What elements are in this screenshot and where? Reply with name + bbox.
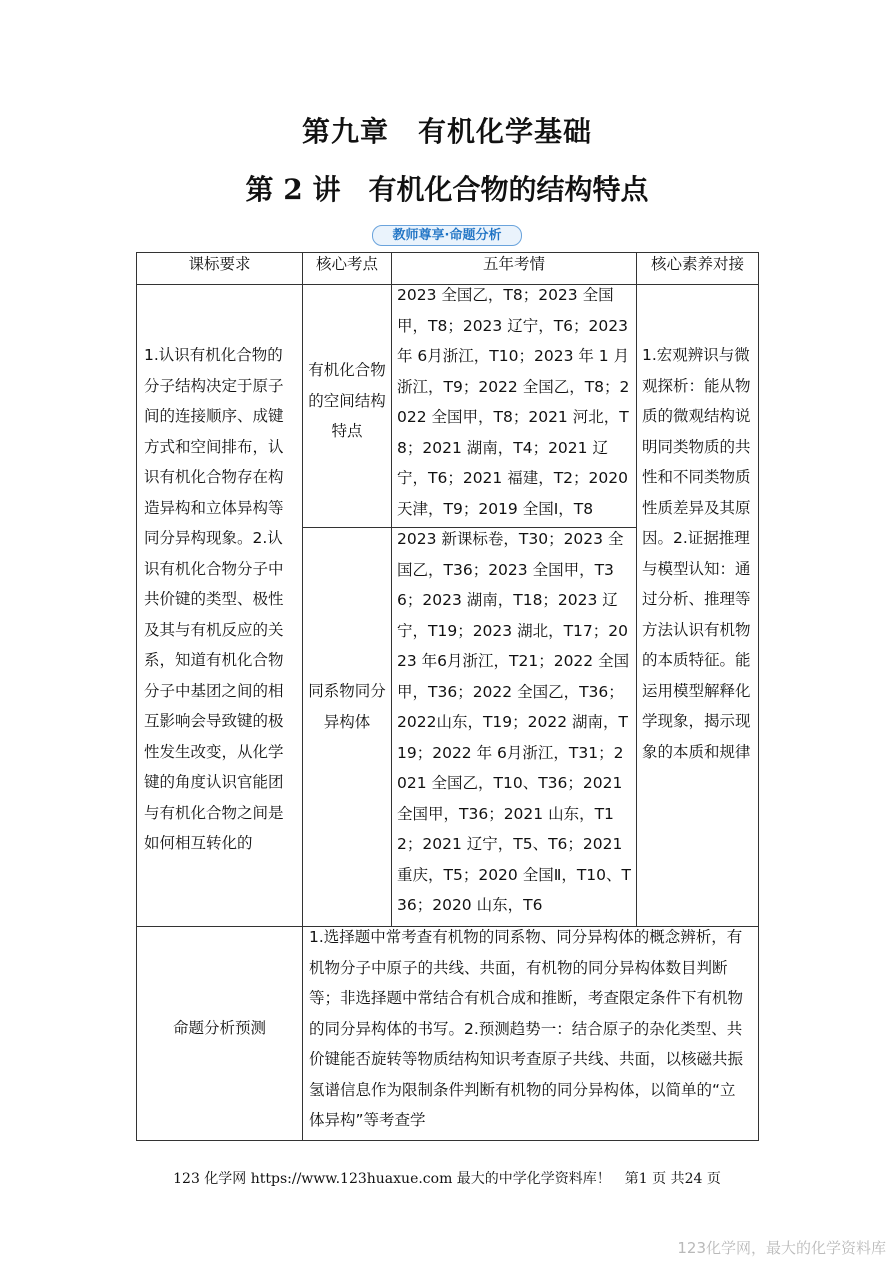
watermark-text: 123化学网，最大的化学资料库	[677, 1239, 886, 1257]
header-five-year-exams: 五年考情	[482, 255, 545, 273]
lesson-title: 第 2 讲 有机化合物的结构特点	[245, 173, 649, 206]
forecast-text: 1.选择题中常考查有机物的同系物、同分异构体的概念辨析，有机物分子中原子的共线、共面，有机物的同分异构体数目判断等；非选择题中常结合有机合成和推断，考查限定条件下有机物的同分异构体的书写。2.预测趋势一：结合原子的杂化类型、共价键能否旋转等物质结构知识考查原子共线、共面，以核磁共振氢谱信息作为限制条件判断有机物的同分异构体，以简单的“立体异构”等考查学	[309, 928, 744, 1129]
header-core-topic: 核心考点	[315, 255, 378, 273]
teacher-tag-badge: 教师尊享·命题分析	[372, 225, 522, 246]
page-footer: 123 化学网 https://www.123huaxue.com 最大的中学化学资料库！ 第1 页 共24 页	[173, 1171, 721, 1187]
exam-records-spatial-structure: 2023 全国乙，T8；2023 全国甲，T8；2023 辽宁，T6；2023 年 6月浙江，T10；2023 年 1 月浙江，T9；2022 全国乙，T8；2022 全国甲，T8；2021 河北，T8；2021 湖南，T4；2021 辽宁，T6；2021 福建，T2；2020 天津，T9；2019 全国Ⅰ，T8	[397, 286, 630, 518]
header-core-literacy: 核心素养对接	[650, 255, 744, 273]
curriculum-requirements-text: 1.认识有机化合物的分子结构决定于原子间的连接顺序、成键方式和空间排布，认识有机化合物存在构造异构和立体异构等同分异构现象。2.认识有机化合物分子中共价键的类型、极性及其与有机反应的关系，知道有机化合物分子中基团之间的相互影响会导致键的极性发生改变，从化学键的角度认识官能团与有机化合物之间是如何相互转化的	[144, 346, 284, 852]
core-literacy-text: 1.宏观辨识与微观探析：能从物质的微观结构说明同类物质的共性和不同类物质性质差异及其原因。2.证据推理与模型认知：通过分析、推理等方法认识有机物的本质特征。能运用模型解释化学现象，揭示现象的本质和规律	[642, 346, 751, 761]
core-topic-homologs-isomers: 同系物同分异构体	[308, 682, 386, 731]
forecast-label: 命题分析预测	[172, 1019, 266, 1037]
core-topic-spatial-structure: 有机化合物的空间结构特点	[308, 361, 386, 440]
header-curriculum: 课标要求	[188, 255, 251, 273]
chapter-title: 第九章 有机化学基础	[301, 115, 592, 148]
exam-records-homologs-isomers: 2023 新课标卷，T30；2023 全国乙，T36；2023 全国甲，T36；2023 湖南，T18；2023 辽宁，T19；2023 湖北，T17；2023 年6月浙江，T21；2022 全国甲，T36；2022 全国乙，T36；2022山东，T19；2022 湖南，T19；2022 年 6月浙江，T31；2021 全国乙，T10、T36；2021 全国甲，T36；2021 山东，T12；2021 辽宁，T5、T6；2021 重庆，T5；2020 全国Ⅱ，T10、T36；2020 山东，T6	[397, 530, 631, 914]
